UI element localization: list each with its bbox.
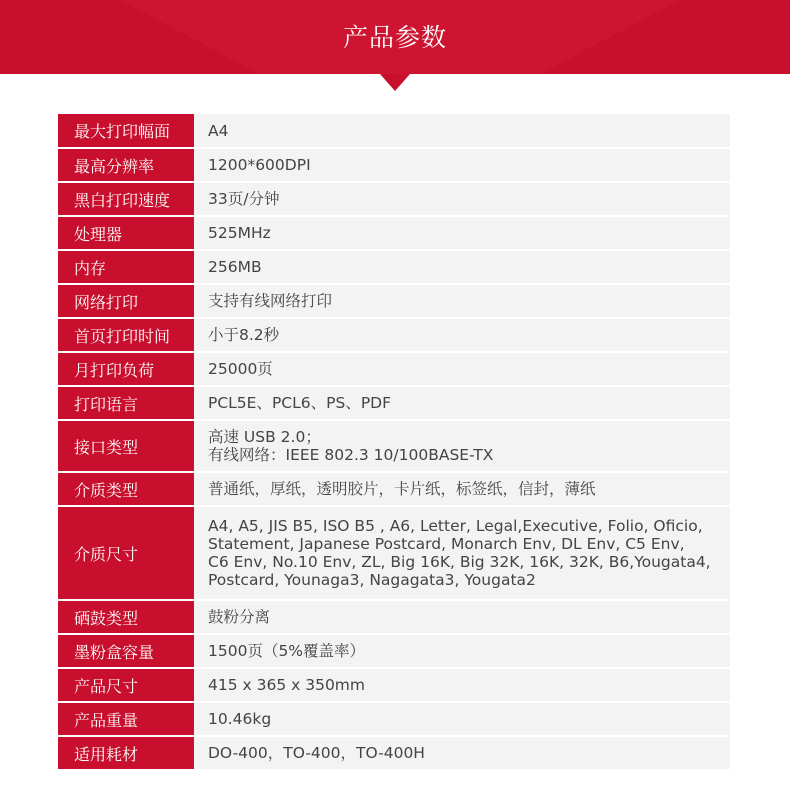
spec-value <box>194 216 730 250</box>
spec-value <box>194 386 730 420</box>
spec-value-line: 1200*600DPI <box>208 156 311 174</box>
spec-label: 介质类型 <box>58 472 194 506</box>
spec-row <box>58 318 730 352</box>
spec-value-line: 普通纸，厚纸，透明胶片，卡片纸，标签纸，信封，薄纸 <box>208 480 596 498</box>
spec-row <box>58 506 730 600</box>
spec-label: 产品重量 <box>58 702 194 736</box>
spec-value <box>194 420 730 472</box>
spec-value <box>194 506 730 600</box>
spec-label: 内存 <box>58 250 194 284</box>
spec-row <box>58 216 730 250</box>
spec-row <box>58 600 730 634</box>
spec-row <box>58 634 730 668</box>
spec-value-line: 25000页 <box>208 360 273 378</box>
header-banner <box>0 0 790 92</box>
spec-value-line: A4 <box>208 121 229 140</box>
spec-row <box>58 736 730 770</box>
spec-value <box>194 668 730 702</box>
spec-value-line: 鼓粉分离 <box>208 608 271 626</box>
spec-value-line: Statement, Japanese Postcard, Monarch Env, DL Env, C5 Env, <box>208 535 685 553</box>
spec-row <box>58 472 730 506</box>
spec-label: 首页打印时间 <box>58 318 194 352</box>
spec-row <box>58 114 730 148</box>
spec-label: 墨粉盒容量 <box>58 634 194 668</box>
spec-value-line: PCL5E、PCL6、PS、PDF <box>208 394 392 412</box>
spec-row <box>58 148 730 182</box>
spec-value-line: 256MB <box>208 258 262 276</box>
spec-value-line: 10.46kg <box>208 710 272 728</box>
spec-value-line: 支持有线网络打印 <box>208 292 333 310</box>
spec-value-line: 415 x 365 x 350mm <box>208 676 366 694</box>
spec-value-line: 33页/分钟 <box>208 190 280 208</box>
spec-value-line: 有线网络：IEEE 802.3 10/100BASE-TX <box>208 446 494 464</box>
spec-row <box>58 250 730 284</box>
spec-label: 月打印负荷 <box>58 352 194 386</box>
spec-value-line: Postcard, Younaga3, Nagagata3, Yougata2 <box>208 571 536 589</box>
spec-value <box>194 736 730 770</box>
spec-value-line: DO-400，TO-400，TO-400H <box>208 744 425 762</box>
spec-row <box>58 420 730 472</box>
spec-value <box>194 352 730 386</box>
spec-label: 介质尺寸 <box>58 506 194 600</box>
spec-label: 接口类型 <box>58 420 194 472</box>
spec-row <box>58 386 730 420</box>
spec-value-line: A4, A5, JIS B5, ISO B5 , A6, Letter, Legal,Executive, Folio, Oficio, <box>208 517 703 535</box>
spec-label: 打印语言 <box>58 386 194 420</box>
spec-row <box>58 182 730 216</box>
spec-label: 产品尺寸 <box>58 668 194 702</box>
spec-value <box>194 148 730 182</box>
spec-value <box>194 634 730 668</box>
spec-row <box>58 352 730 386</box>
spec-label: 网络打印 <box>58 284 194 318</box>
spec-label: 最高分辨率 <box>58 148 194 182</box>
spec-row <box>58 702 730 736</box>
spec-value <box>194 182 730 216</box>
spec-label: 处理器 <box>58 216 194 250</box>
spec-label: 适用耗材 <box>58 736 194 770</box>
spec-value <box>194 600 730 634</box>
spec-value-line: C6 Env, No.10 Env, ZL, Big 16K, Big 32K, 16K, 32K, B6,Yougata4, <box>208 553 711 571</box>
spec-label: 黑白打印速度 <box>58 182 194 216</box>
spec-value <box>194 318 730 352</box>
spec-value <box>194 114 730 148</box>
spec-value-line: 525MHz <box>208 224 271 242</box>
spec-value-line: 高速 USB 2.0； <box>208 428 321 446</box>
spec-table <box>58 114 730 771</box>
page-title: 产品参数 <box>342 23 447 52</box>
spec-row <box>58 668 730 702</box>
spec-value-line: 1500页（5%覆盖率） <box>208 642 366 660</box>
spec-value <box>194 284 730 318</box>
spec-value <box>194 250 730 284</box>
spec-value <box>194 702 730 736</box>
spec-label: 硒鼓类型 <box>58 600 194 634</box>
spec-label: 最大打印幅面 <box>58 114 194 148</box>
spec-value <box>194 472 730 506</box>
spec-value-line: 小于8.2秒 <box>208 326 280 344</box>
spec-row <box>58 284 730 318</box>
